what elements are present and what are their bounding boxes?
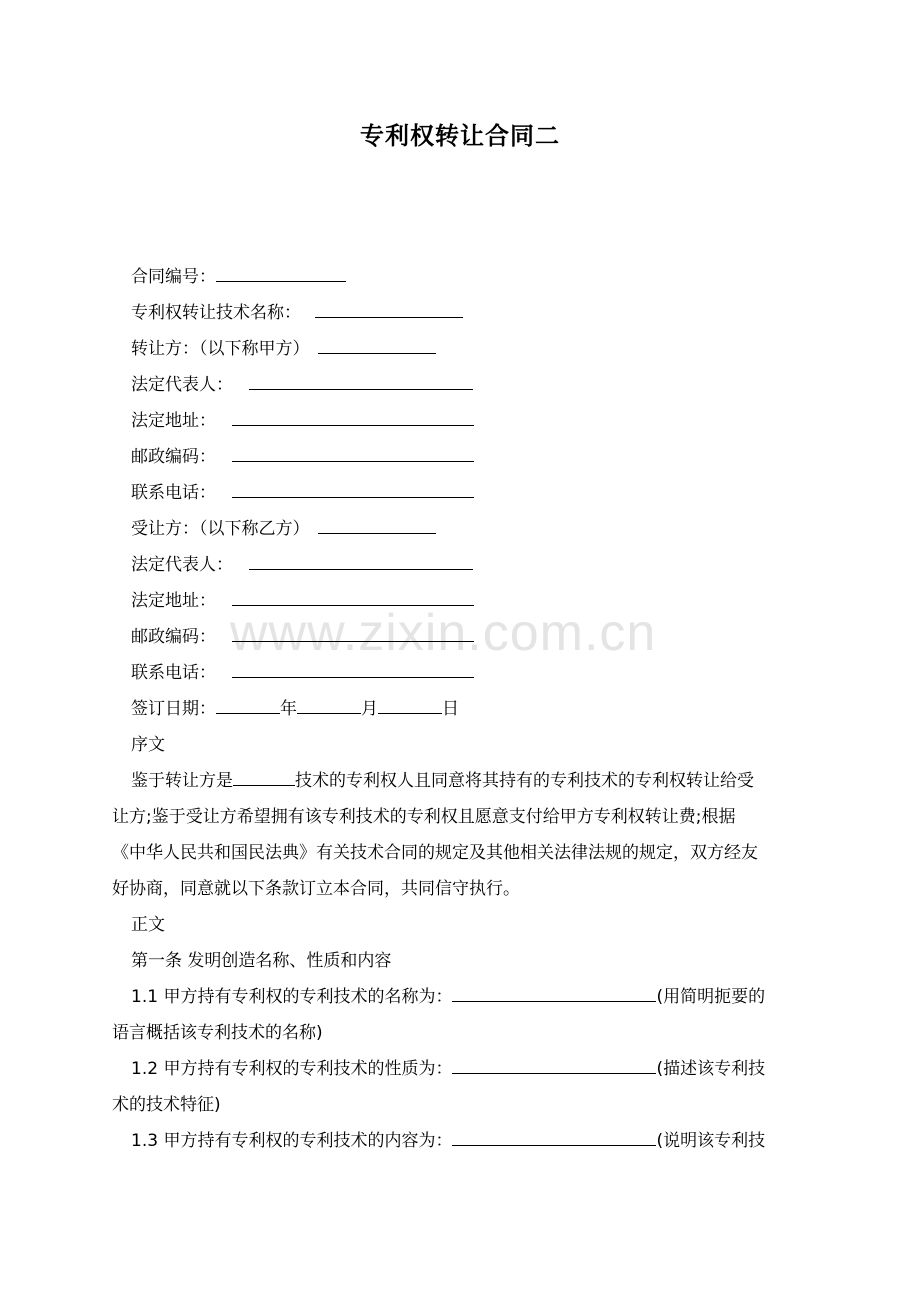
preface-line-3: 《中华人民共和国民法典》有关技术合同的规定及其他相关法律法规的规定，双方经友 (112, 843, 758, 863)
fill-blank (216, 265, 346, 282)
field-transferee-rep (131, 553, 473, 577)
fill-blank-month (297, 697, 361, 714)
field-transferor-rep (131, 373, 473, 397)
field-label: 邮政编码： (131, 447, 216, 467)
field-label: 联系电话： (131, 483, 216, 503)
preface-text: 技术的专利权人且同意将其持有的专利技术的专利权转让给受 (295, 771, 754, 791)
body-heading: 正文 (131, 915, 165, 935)
clause-text: (描述该专利技 (656, 1059, 766, 1079)
fill-blank (232, 625, 474, 642)
fill-blank (249, 553, 473, 570)
article-1-heading: 第一条 发明创造名称、性质和内容 (131, 951, 392, 971)
fill-blank (249, 373, 473, 390)
field-label: 法定代表人： (131, 555, 233, 575)
field-label: 受让方：（以下称乙方） (131, 519, 310, 539)
preface-heading: 序文 (131, 735, 165, 755)
field-label: 邮政编码： (131, 627, 216, 647)
clause-1-2-cont: 术的技术特征) (112, 1095, 221, 1115)
fill-blank (318, 517, 436, 534)
clause-1-1-cont: 语言概括该专利技术的名称) (112, 1023, 323, 1043)
document-title: 专利权转让合同二 (360, 122, 560, 150)
field-label: 联系电话： (131, 663, 216, 683)
field-label: 法定地址： (131, 411, 216, 431)
field-contract-no (131, 265, 346, 289)
field-label: 专利权转让技术名称： (131, 303, 301, 323)
clause-text: (说明该专利技 (656, 1131, 766, 1151)
fill-blank (452, 985, 656, 1002)
year-label: 年 (280, 699, 297, 719)
fill-blank (233, 769, 295, 786)
field-transferee (131, 517, 436, 541)
day-label: 日 (442, 699, 459, 719)
clause-1-3 (131, 1129, 765, 1153)
field-transferor (131, 337, 436, 361)
fill-blank (232, 409, 474, 426)
fill-blank (232, 589, 474, 606)
field-transferee-addr (131, 589, 474, 613)
fill-blank (232, 481, 474, 498)
month-label: 月 (361, 699, 378, 719)
fill-blank (232, 445, 474, 462)
field-transferor-tel (131, 481, 474, 505)
field-label: 合同编号： (131, 267, 216, 287)
field-label: 签订日期： (131, 699, 216, 719)
field-transferor-zip (131, 445, 474, 469)
fill-blank (232, 661, 474, 678)
fill-blank (452, 1057, 656, 1074)
fill-blank (318, 337, 436, 354)
clause-1-1 (131, 985, 765, 1009)
clause-text: 1.3 甲方持有专利权的专利技术的内容为： (131, 1131, 453, 1151)
preface-line-4: 好协商，同意就以下条款订立本合同，共同信守执行。 (112, 879, 520, 899)
preface-line-2: 让方;鉴于受让方希望拥有该专利技术的专利权且愿意支付给甲方专利权转让费;根据 (112, 807, 736, 827)
clause-text: 1.1 甲方持有专利权的专利技术的名称为： (131, 987, 453, 1007)
field-label: 转让方：（以下称甲方） (131, 339, 310, 359)
field-sign-date (131, 697, 459, 721)
field-tech-name (131, 301, 463, 325)
field-label: 法定地址： (131, 591, 216, 611)
fill-blank (452, 1129, 656, 1146)
fill-blank-year (216, 697, 280, 714)
field-label: 法定代表人： (131, 375, 233, 395)
field-transferee-zip (131, 625, 474, 649)
watermark-text: www.zixin.com.cn (230, 604, 657, 662)
clause-text: (用简明扼要的 (656, 987, 766, 1007)
field-transferor-addr (131, 409, 474, 433)
field-transferee-tel (131, 661, 474, 685)
fill-blank (315, 301, 463, 318)
clause-1-2 (131, 1057, 765, 1081)
preface-line-1 (131, 769, 754, 793)
preface-text: 鉴于转让方是 (131, 771, 233, 791)
fill-blank-day (378, 697, 442, 714)
clause-text: 1.2 甲方持有专利权的专利技术的性质为： (131, 1059, 453, 1079)
